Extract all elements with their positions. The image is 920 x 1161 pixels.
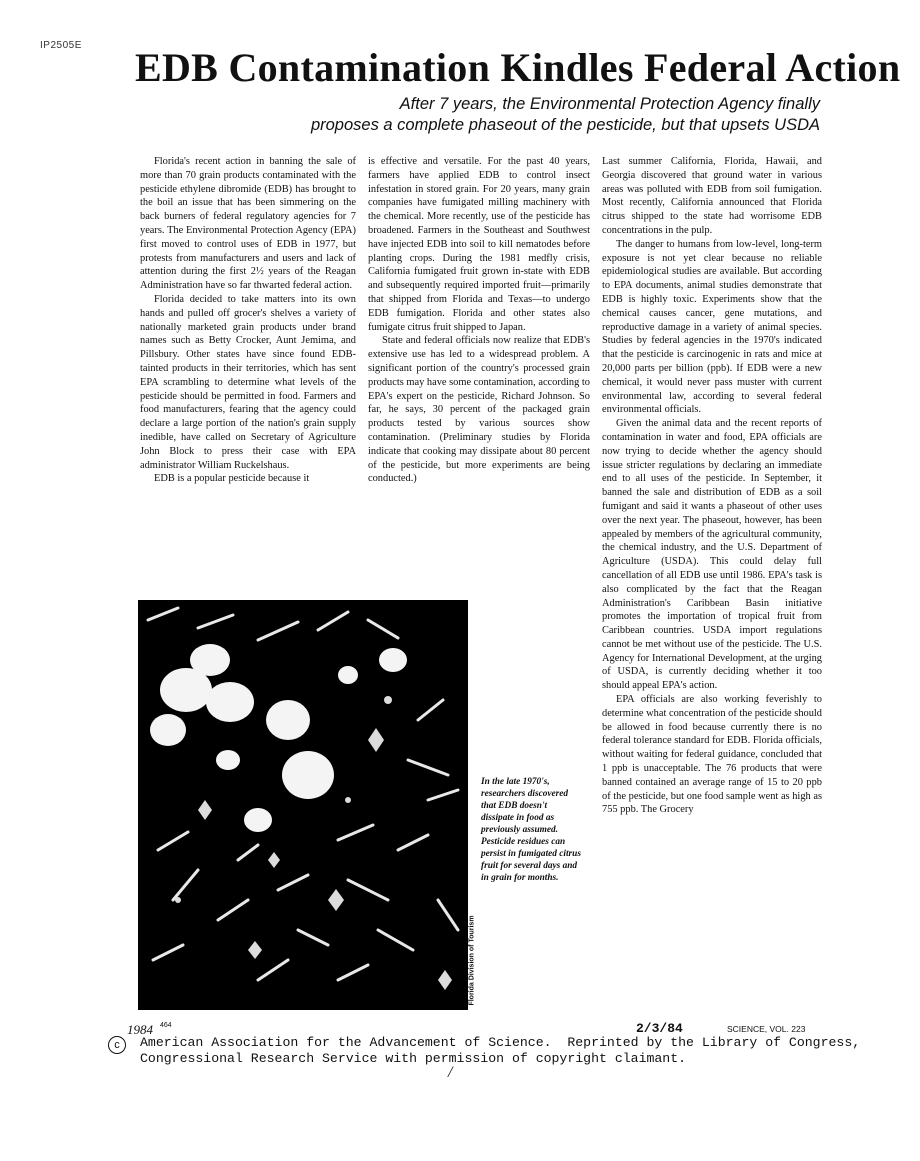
paragraph: EDB is a popular pesticide because it [154, 473, 310, 485]
column-2 [368, 155, 590, 486]
page-number: 464 [160, 1022, 172, 1029]
paragraph: is effective and versatile. For the past 40 years, farmers have applied EDB to control insect infestation in stored grain. For 20 years, many grain companies have fumigated milling machinery with the chemical. More recently, use of the pesticide has broadened. Farmers in the Southeast and Southwest have injected EDB into soil to kill nematodes before planting crops. During the 1981 medfly crisis, California fumigated fruit grown in-state with EDB and subsequently required imported fruit—primarily that shipped from Florida and Texas—to undergo EDB fumigation. Florida and other states also fumigate citrus fruit shipped to Japan. [368, 156, 590, 333]
subtitle-line-2: proposes a complete phaseout of the pesticide, but that upsets USDA [310, 116, 820, 134]
photo-credit-text: Florida Division of Tourism [468, 915, 476, 1006]
photo-caption: In the late 1970's, researchers discovered that EDB doesn't dissipate in food as previously assumed. Pesticide residues can persist in fumigated citrus fruit for several days and in grain for months. [481, 777, 581, 883]
article-title: EDB Contamination Kindles Federal Action [135, 45, 901, 90]
subtitle-line-1: After 7 years, the Environmental Protection Agency finally [399, 95, 820, 113]
paragraph: EPA officials are also working feverishly to determine what concentration of the pesticide should be allowed in food because currently there is no federal tolerance standard for EDB. Florida officials, without waiting for federal guidance, concluded that 1 ppb is unacceptable. The 76 products that were banned contained an average range of 15 to 20 ppb of the pesticide, but one food sample went as high as 755 ppb. The Grocery [602, 694, 822, 816]
article-subtitle [180, 94, 820, 136]
copyright-notice [140, 1035, 860, 1067]
column-3 [602, 155, 822, 817]
archive-stamp: IP2505E [40, 40, 82, 51]
paragraph: The danger to humans from low-level, long-term exposure is not yet clear because no reliable epidemiological studies are available. But according to EPA documents, animal studies demonstrate that EDB is highly toxic. Experiments show that the chemical causes cancer, gene mutations, and reproductive damage in a variety of animal species. Studies by federal agencies in the 1970's indicated that the pesticide is carcinogenic in rats and mice at 20,000 parts per billion (ppb). If EDB were a new chemical, it would never pass muster with current environmental law, according to several federal environmental officials. [602, 238, 822, 416]
paragraph: Florida's recent action in banning the sale of more than 70 grain products contaminated with the pesticide ethylene dibromide (EDB) has brought to the boil an issue that has been simmering on the back burners of federal regulatory agencies for 7 years. The Environmental Protection Agency (EPA) first moved to control uses of EDB in 1977, but protests from manufacturers and users and lack of attention during the first 2½ years of the Reagan Administration have so far thwarted federal action. [140, 156, 356, 292]
citrus-photo [138, 600, 468, 1010]
paragraph: Florida decided to take matters into its own hands and pulled off grocer's shelves a variety of nationally marketed grain products under brand names such as Betty Crocker, Aunt Jemima, and Pillsbury. Other states have since found EDB-tainted products in their territories, which has sent EPA scrambling to determine what levels of the pesticide should be permitted in food. Farmers and food manufacturers, fearing that the agency could declare a large portion of the nation's grain supply inedible, have called on Secretary of Agriculture John Block to press their case with EPA administrator William Ruckelshaus. [140, 293, 356, 471]
handwritten-year: 1984 [127, 1022, 153, 1037]
paragraph: Given the animal data and the recent reports of contamination in water and food, EPA officials are now trying to decide whether the agency should issue stricter regulations by declaring an immediate end to all uses of the pesticide. In September, it banned the sale and distribution of EDB as a soil fumigant and said it wants a phaseout of other uses over the next year. The phaseout, however, has been appealed by members of the agricultural community, the chemical industry, and the U.S. Department of Agriculture (USDA). This could delay full cancellation of all EDB use until 1986. EPA's task is also complicated by the fact that the Reagan Administration's Caribbean Basin initiative promotes the importation of tropical fruit from Caribbean countries. USDA import regulations cannot be met without use of the pesticide. The U.S. Agency for International Development, at the urging of USDA, is currently deciding whether it too should appeal EPA's action. [602, 418, 822, 692]
paragraph: Last summer California, Florida, Hawaii, and Georgia discovered that ground water in various areas was polluted with EDB from soil fumigation. Most recently, California announced that Florida citrus shipped to the state had worrisome EDB concentrations in the pulp. [602, 156, 822, 236]
citrus-fruit-image [138, 600, 468, 1010]
handwritten-date: 2/3/84 [636, 1021, 683, 1036]
copyright-icon: c [108, 1036, 126, 1054]
photo-credit [469, 915, 481, 1010]
column-1 [140, 155, 356, 486]
handwritten-mark: / [448, 1064, 453, 1081]
paragraph: State and federal officials now realize that EDB's extensive use has led to a widespread problem. A significant portion of the country's processed grain products may have some contamination, according to EPA's expert on the pesticide, Richard Johnson. So far, he says, 30 percent of the packaged grain products tested by various sources show contamination. (Preliminary studies by Florida indicate that cooking may dissipate about 80 percent of the pesticide, but more experiments are being conducted.) [368, 335, 590, 485]
journal-citation: SCIENCE, VOL. 223 [727, 1024, 806, 1034]
notice-line-1: American Association for the Advancement of Science. Reprinted by the Library of Congress, [140, 1035, 861, 1050]
notice-line-2: Congressional Research Service with permission of copyright claimant. [140, 1051, 687, 1066]
